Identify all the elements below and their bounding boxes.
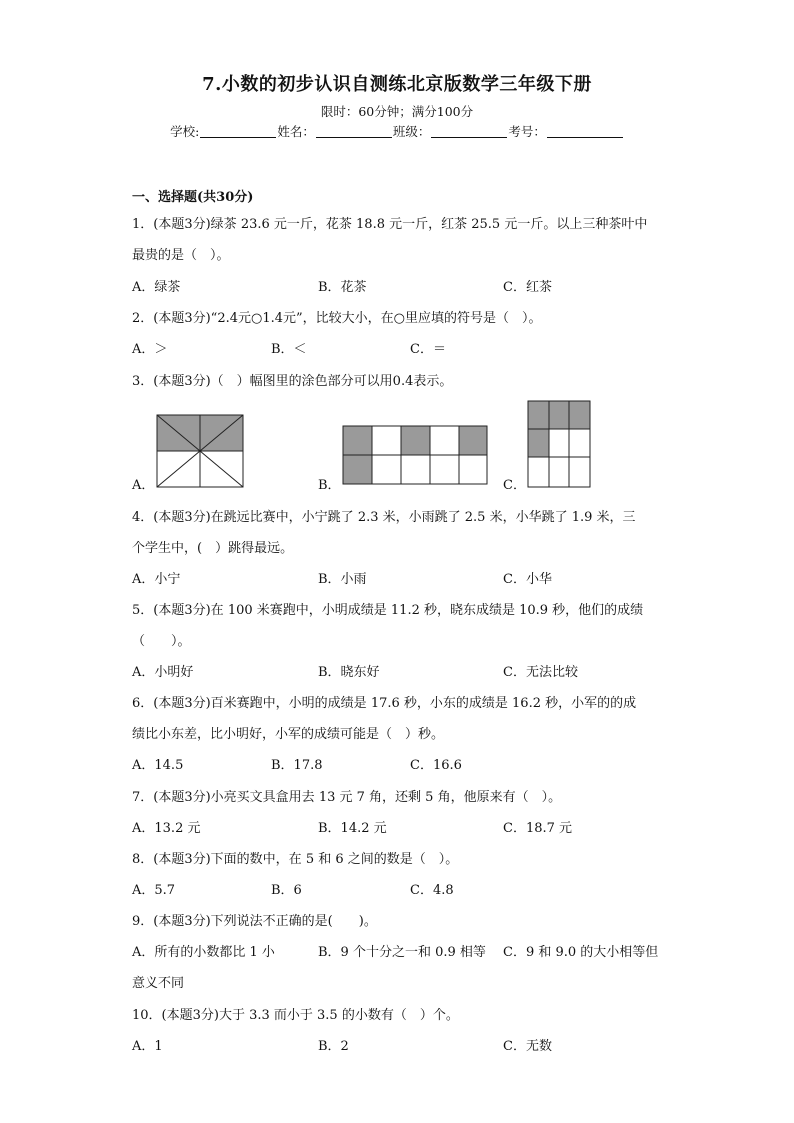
- question-7-option-a: A．13.2 元: [132, 821, 201, 836]
- page-title: 7.小数的初步认识自测练北京版数学三年级下册: [202, 74, 592, 95]
- question-3-option-a: A．: [132, 478, 155, 493]
- time-limit-info: 限时：60分钟；满分100分: [320, 104, 474, 119]
- question-10-option-a: A．1: [132, 1039, 163, 1054]
- name-blank: [316, 125, 392, 138]
- figure-b-cell-shaded: [401, 426, 430, 455]
- question-1-line-2: 最贵的是（ ）。: [132, 248, 230, 263]
- figure-b-cell-shaded: [343, 455, 372, 484]
- figure-a-triangles: [156, 414, 244, 488]
- student-info-line: [0, 122, 794, 140]
- question-1-option-a: A．绿茶: [132, 280, 181, 295]
- question-6-line-2: 绩比小东差，比小明好，小军的成绩可能是（ ）秒。: [132, 727, 445, 742]
- question-5-line-2: （ ）。: [132, 634, 191, 649]
- figure-c-cell-shaded: [549, 401, 569, 429]
- question-8-option-b: B．6: [271, 883, 302, 898]
- question-5-line-1: 5．(本题3分)在 100 米赛跑中，小明成绩是 11.2 秒，晓东成绩是 10.9 秒，他们的成绩: [132, 603, 644, 618]
- figure-c-cell-shaded: [569, 401, 590, 429]
- name-label: 姓名：: [277, 124, 315, 139]
- question-8-option-a: A．5.7: [132, 883, 176, 898]
- question-1-option-c: C．红茶: [503, 280, 552, 295]
- question-6-option-c: C．16.6: [410, 758, 462, 773]
- question-9-option-b: B．9 个十分之一和 0.9 相等: [318, 945, 486, 960]
- question-3-option-b: B．: [318, 478, 341, 493]
- question-10-option-b: B．2: [318, 1039, 349, 1054]
- question-3-line-1: 3．(本题3分)（ ）幅图里的涂色部分可以用0.4表示。: [132, 374, 453, 389]
- question-7-line-1: 7．(本题3分)小亮买文具盒用去 13 元 7 角，还剩 5 角，他原来有（ ）。: [132, 790, 562, 805]
- section-title: 一、选择题(共30分): [132, 190, 254, 205]
- question-8-option-c: C．4.8: [410, 883, 454, 898]
- question-9-option-a: A．所有的小数都比 1 小: [132, 945, 275, 960]
- question-10-option-c: C．无数: [503, 1039, 552, 1054]
- school-blank: [200, 125, 276, 138]
- class-blank: [431, 125, 507, 138]
- figure-b-cell-shaded: [343, 426, 372, 455]
- question-1-line-1: 1．(本题3分)绿茶 23.6 元一斤，花茶 18.8 元一斤，红茶 25.5 元一斤。以上三种茶叶中: [132, 217, 648, 232]
- question-9-option-c: C．9 和 9.0 的大小相等但: [503, 945, 659, 960]
- question-5-option-b: B．晓东好: [318, 665, 380, 680]
- question-4-line-2: 个学生中，( ）跳得最远。: [132, 541, 294, 556]
- question-6-line-1: 6．(本题3分)百米赛跑中，小明的成绩是 17.6 秒，小东的成绩是 16.2 秒，小军的的成: [132, 696, 637, 711]
- question-2-option-c: C．＝: [410, 342, 446, 357]
- question-2-option-b: B．＜: [271, 342, 307, 357]
- school-label: 学校:: [170, 124, 200, 139]
- question-1-option-b: B．花茶: [318, 280, 367, 295]
- question-6-option-b: B．17.8: [271, 758, 323, 773]
- question-6-option-a: A．14.5: [132, 758, 184, 773]
- question-4-option-c: C．小华: [503, 572, 552, 587]
- figure-c-cell-shaded: [528, 429, 549, 457]
- question-5-option-c: C．无法比较: [503, 665, 578, 680]
- question-9-line-1: 9．(本题3分)下列说法不正确的是( )。: [132, 914, 377, 929]
- question-4-option-a: A．小宁: [132, 572, 181, 587]
- figure-c-cell-shaded: [528, 401, 549, 429]
- question-10-line-1: 10．(本题3分)大于 3.3 而小于 3.5 的小数有（ ）个。: [132, 1008, 459, 1023]
- question-7-option-b: B．14.2 元: [318, 821, 387, 836]
- exam-no-label: 考号：: [508, 124, 546, 139]
- question-2-line-1: 2．(本题3分)“2.4元○1.4元”，比较大小，在○里应填的符号是（ ）。: [132, 311, 542, 326]
- question-7-option-c: C．18.7 元: [503, 821, 573, 836]
- question-5-option-a: A．小明好: [132, 665, 194, 680]
- question-4-line-1: 4．(本题3分)在跳远比赛中，小宁跳了 2.3 米，小雨跳了 2.5 米，小华跳了 1.9 米，三: [132, 510, 636, 525]
- question-4-option-b: B．小雨: [318, 572, 367, 587]
- question-2-option-a: A．＞: [132, 342, 168, 357]
- question-3-option-c: C．: [503, 478, 526, 493]
- figure-c-grid: [527, 400, 591, 488]
- figure-b-grid: [342, 425, 488, 485]
- question-9-option-c-continuation: 意义不同: [132, 976, 185, 991]
- class-label: 班级：: [392, 124, 431, 139]
- question-8-line-1: 8．(本题3分)下面的数中，在 5 和 6 之间的数是（ ）。: [132, 852, 459, 867]
- figure-b-cell-shaded: [459, 426, 487, 455]
- exam-no-blank: [547, 125, 623, 138]
